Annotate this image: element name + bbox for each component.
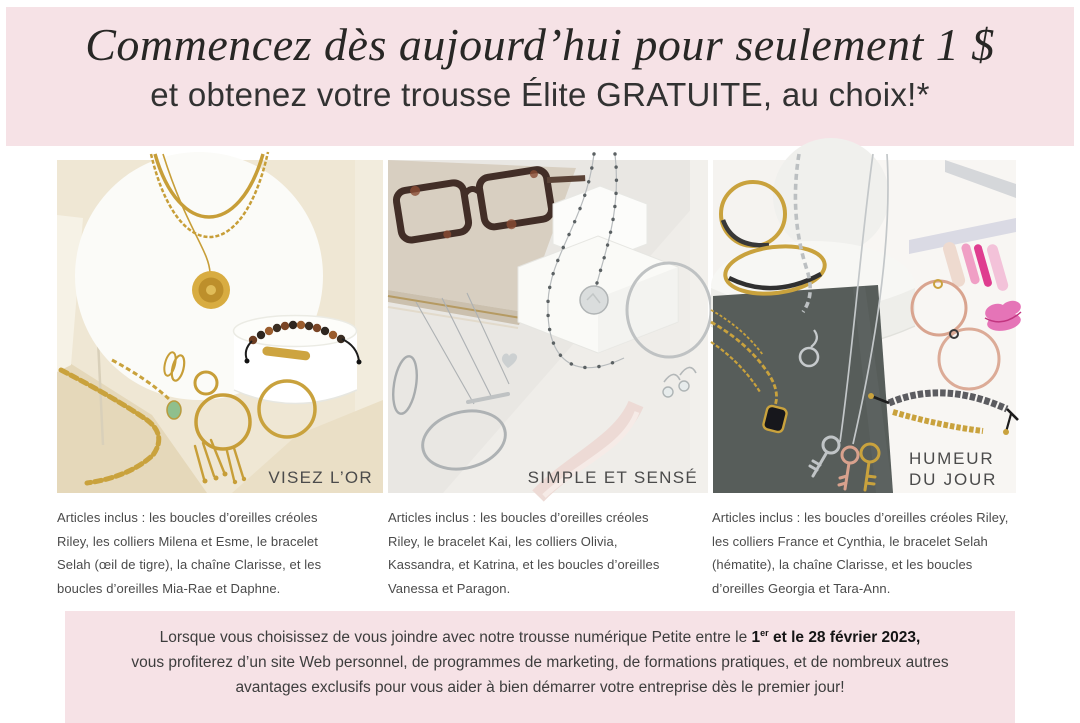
kit-description-visez-lor: Articles inclus : les boucles d’oreilles créoles Riley, les colliers Milena et Esme, le bracelet Selah (œil de tigre), la chaîne Clarisse, et les boucles d’oreilles Mia-Rae et Daphne. (57, 510, 322, 596)
kit-description-humeur-du-jour: Articles inclus : les boucles d’oreilles créoles Riley, les colliers France et Cynthia, le bracelet Selah (hématite), la chaîne Clarisse, et les boucles d’oreilles Georgia et Tara-Ann. (712, 510, 1009, 596)
kit-label-simple-et-sense: SIMPLE ET SENSÉ (527, 468, 698, 487)
footer-line1-prefix: Lorsque vous choisissez de vous joindre avec notre trousse numérique Petite entre le (159, 629, 752, 647)
kit-photo-visez-lor (57, 160, 383, 493)
gold-jewelry-photo-illustration (57, 160, 383, 493)
kit-label-visez-lor: VISEZ L’OR (268, 468, 373, 487)
kit-photo-humeur-du-jour (713, 160, 1016, 493)
banner-headline: Commencez dès aujourd’hui pour seulement 1 $ (85, 19, 995, 70)
footer-banner (65, 611, 1015, 723)
kit-photo-simple-et-sense (388, 160, 708, 493)
footer-line2: vous profiterez d’un site Web personnel, de programmes de marketing, de formations pratiques, et de nombreux autres (131, 654, 949, 672)
kit-label-humeur-du-jour: HUMEUR DU JOUR (909, 449, 998, 489)
footer-line1 (65, 621, 1015, 650)
kit-description-simple-et-sense: Articles inclus : les boucles d’oreilles créoles Riley, le bracelet Kai, les colliers Olivia, Kassandra, et Katrina, et les boucles d’oreilles Vanessa et Paragon. (388, 510, 660, 596)
footer-line1-bold-dates: 1er et le 28 février 2023, (751, 628, 921, 647)
banner-subheadline: et obtenez votre trousse Élite GRATUITE, au choix!* (150, 76, 930, 113)
mixed-jewelry-photo-illustration (713, 160, 1016, 493)
footer-line3-clipped: avantages exclusifs pour vous aider à bien démarrer votre entreprise dès le premier jour! (235, 679, 845, 697)
footer-ordinal-sup: er (760, 628, 769, 638)
silver-jewelry-photo-illustration (388, 160, 708, 493)
kit-photos-row (57, 160, 1016, 493)
top-banner (6, 7, 1074, 146)
